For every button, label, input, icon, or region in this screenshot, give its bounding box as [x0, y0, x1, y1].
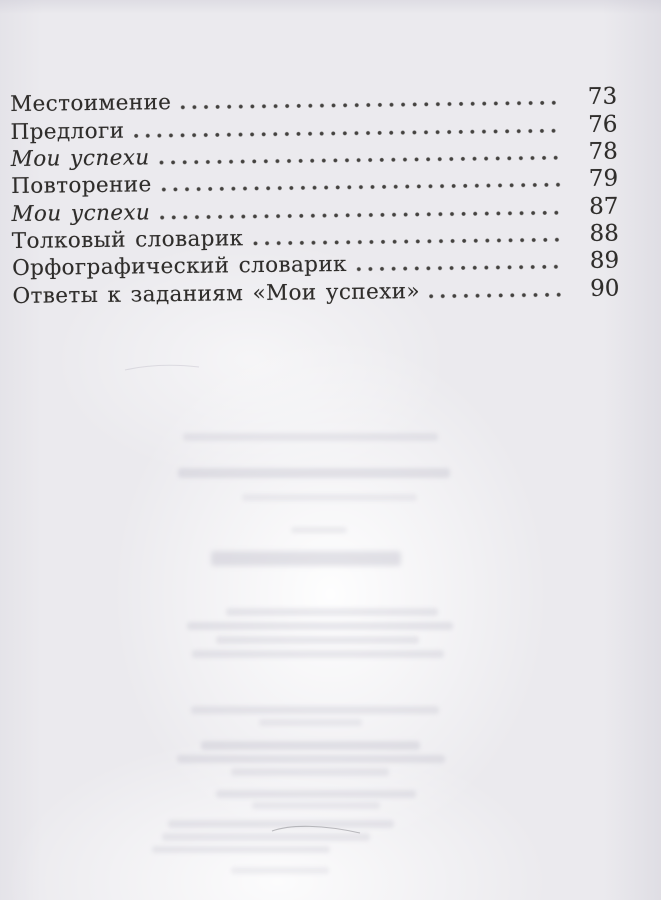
ghost-title-line [211, 551, 401, 566]
toc-entry-title: Мои успехи [11, 200, 151, 227]
toc-entry-page: 76 [588, 111, 618, 138]
ghost-text-line [168, 820, 394, 828]
ghost-text-line [226, 608, 438, 616]
scratch-artifact [268, 818, 368, 840]
toc-entry-title: Местоимение [10, 90, 172, 118]
scratch-artifact-faint [122, 358, 202, 376]
ghost-text-line [242, 494, 417, 501]
ghost-text-line [216, 790, 416, 798]
ghost-text-line [187, 622, 453, 630]
dot-leader [429, 291, 564, 300]
ghost-text-line [162, 833, 370, 841]
toc-entry-page: 73 [587, 83, 618, 111]
ghost-text-line [192, 650, 444, 658]
ghost-text-line [259, 719, 362, 726]
ghost-text-line [291, 527, 347, 533]
ghost-text-line [231, 867, 329, 874]
dot-leader [356, 264, 563, 274]
dot-leader [252, 236, 562, 247]
ghost-text-line [183, 433, 438, 441]
toc-entry-page: 88 [589, 220, 619, 247]
ghost-text-line [178, 468, 450, 478]
toc-entry-page: 90 [590, 275, 620, 302]
ghost-text-line [231, 768, 389, 776]
ghost-text-line [216, 636, 419, 644]
table-of-contents [10, 83, 620, 309]
ghost-text-line [201, 741, 420, 750]
toc-entry-title: Ответы к заданиям «Мои успехи» [12, 278, 421, 309]
ghost-text-line [191, 706, 439, 714]
toc-entry-page: 78 [588, 138, 618, 165]
toc-entry-title: Мои успехи [10, 145, 150, 173]
toc-entry-title: Повторение [11, 172, 152, 200]
ghost-text-line [152, 846, 330, 853]
toc-entry-page: 87 [589, 193, 619, 220]
dot-leader [133, 127, 561, 139]
dot-leader [159, 209, 562, 221]
dot-leader [161, 182, 563, 194]
dot-leader [180, 100, 561, 112]
dot-leader [159, 154, 562, 166]
toc-entry-page: 89 [589, 247, 620, 275]
toc-entry-title: Толковый словарик [11, 226, 244, 255]
ghost-text-line [252, 802, 380, 809]
toc-entry-title: Предлоги [10, 118, 125, 145]
ghost-text-line [177, 755, 445, 763]
toc-entry-title: Орфографический словарик [12, 252, 348, 282]
toc-entry-page: 79 [588, 165, 619, 193]
